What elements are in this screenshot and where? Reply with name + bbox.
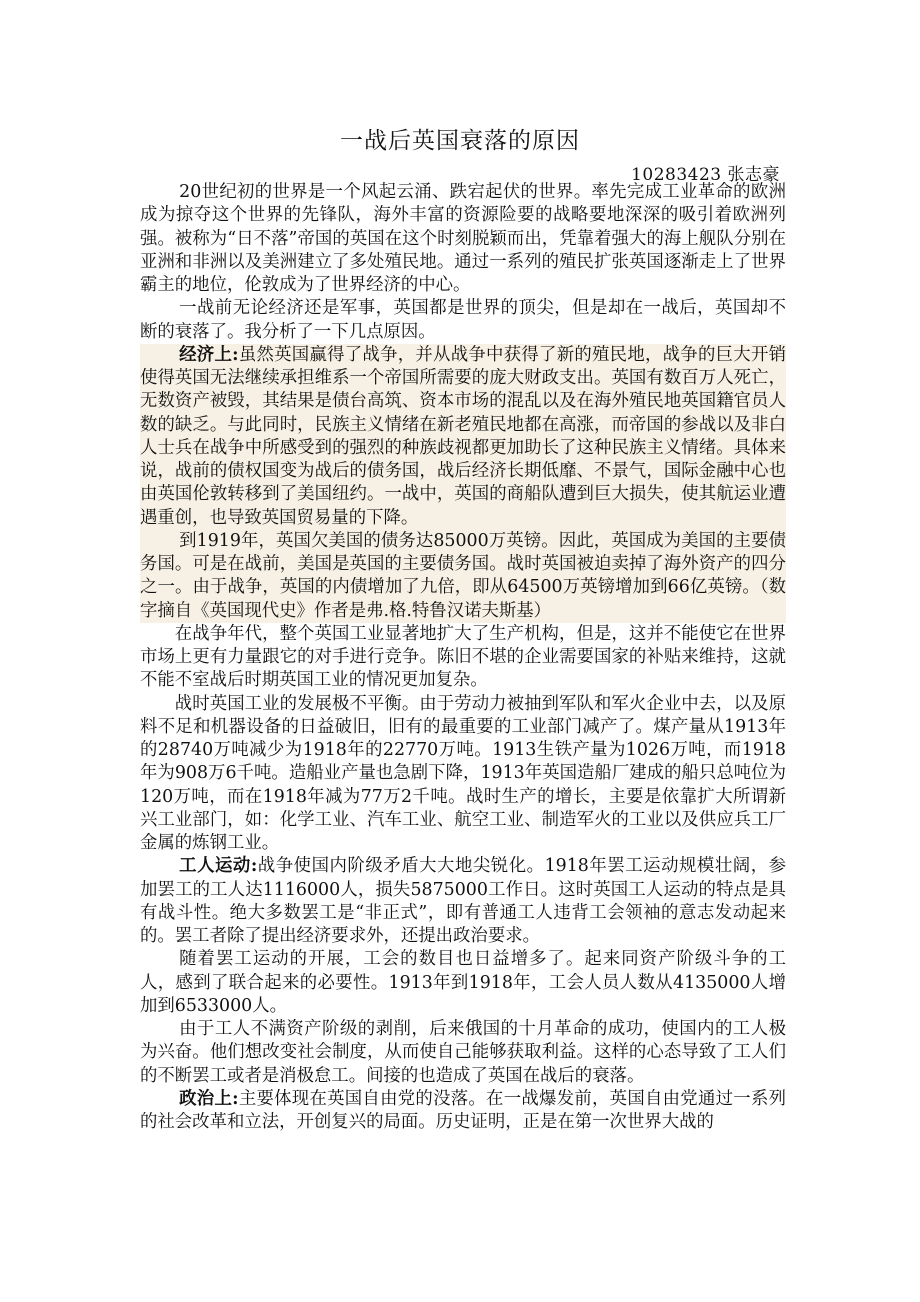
paragraph-industry-imbalance <box>140 693 786 856</box>
paragraph-text: 到1919年，英国欠美国的债务达85000万英镑。因此，英国成为美国的主要债务国。可是在战前，美国是英国的主要债务国。战时英国被迫卖掉了海外资产的四分之一。由于战争，英国的内债增加了九倍，即从64500万英镑增加到66亿英镑。（数字摘自《英国现代史》作者是弗.格.特鲁汉诺夫斯基） <box>140 530 786 621</box>
paragraph-debt <box>140 530 786 623</box>
paragraph-text: 由于工人不满资产阶级的剥削，后来俄国的十月革命的成功，使国内的工人极为兴奋。他们想改变社会制度，从而使自己能够获取利益。这样的心态导致了工人们的不断罢工或者是消极怠工。间接的也造成了英国在战后的衰落。 <box>140 1019 786 1086</box>
paragraph-text: 在战争年代，整个英国工业显著地扩大了生产机构，但是，这并不能使它在世界市场上更有力量跟它的对手进行竞争。陈旧不堪的企业需要国家的补贴来维持，这就不能不室战后时期英国工业的情况更加复杂。 <box>140 623 786 691</box>
paragraph-text: 随着罢工运动的开展，工会的数目也日益增多了。起来同资产阶级斗争的工人，感到了联合起来的必要性。1913年到1918年，工会人员人数从4135000人增加到6533000人。 <box>140 949 786 1016</box>
paragraph-politics <box>140 1088 786 1135</box>
paragraph-text: 主要体现在英国自由党的没落。在一战爆发前，英国自由党通过一系列的社会改革和立法，开创复兴的局面。历史证明，正是在第一次世界大战的 <box>140 1088 786 1132</box>
section-label-economy: 经济上: <box>179 344 239 365</box>
paragraph-text: 战争使国内阶级矛盾大大地尖锐化。1918年罢工运动规模壮阔，参加罢工的工人达1116000人，损失5875000工作日。这时英国工人运动的特点是具有战斗性。绝大多数罢工是“非正式”，即有普通工人违背工会领袖的意志发动起来的。罢工者除了提出经济要求外，还提出政治要求。 <box>140 856 787 946</box>
paragraph-text: 20世纪初的世界是一个风起云涌、跌宕起伏的世界。率先完成工业革命的欧洲成为掠夺这个世界的先锋队，海外丰富的资源险要的战略要地深深的吸引着欧洲列强。被称为“日不落”帝国的英国在这个时刻脱颖而出，凭靠着强大的海上舰队分别在亚洲和非洲以及美洲建立了多处殖民地。通过一系列的殖民扩张英国逐渐走上了世界霸主的地位，伦敦成为了世界经济的中心。 <box>140 182 786 295</box>
paragraph-text: 战时英国工业的发展极不平衡。由于劳动力被抽到军队和军火企业中去，以及原料不足和机器设备的日益破旧，旧有的最重要的工业部门减产了。煤产量从1913年的28740万吨减少为1918年的22770万吨。1913生铁产量为1026万吨，而1918年为908万6千吨。造船业产量也急剧下降，1913年英国造船厂建成的船只总吨位为120万吨，而在1918年减为77万2千吨。战时生产的增长，主要是依靠扩大所谓新兴工业部门，如：化学工业、汽车工业、航空工业、制造军火的工业以及供应兵工厂金属的炼钢工业。 <box>140 693 786 853</box>
document-title: 一战后英国衰落的原因 <box>340 128 580 154</box>
document-body <box>140 181 786 1134</box>
paragraph-workers-discontent <box>140 1018 786 1088</box>
paragraph-industry-expansion <box>140 623 786 693</box>
section-label-politics: 政治上: <box>179 1088 239 1109</box>
paragraph-text: 一战前无论经济还是军事，英国都是世界的顶尖，但是却在一战后，英国却不断的衰落了。我分析了一下几点原因。 <box>140 298 786 342</box>
section-label-labor: 工人运动: <box>179 856 258 877</box>
paragraph-labor-movement <box>140 855 786 948</box>
paragraph-unions <box>140 948 786 1018</box>
paragraph-intro <box>140 181 786 297</box>
author-line: 10283423 张志豪 <box>631 165 780 185</box>
paragraph-overview <box>140 297 786 344</box>
paragraph-economy <box>140 344 786 530</box>
paragraph-text: 虽然英国赢得了战争，并从战争中获得了新的殖民地，战争的巨大开销使得英国无法继续承担维系一个帝国所需要的庞大财政支出。英国有数百万人死亡，无数资产被毁，其结果是债台高筑、资本市场的混乱以及在海外殖民地英国籍官员人数的缺乏。与此同时，民族主义情绪在新老殖民地都在高涨，而帝国的参战以及非白人士兵在战争中所感受到的强烈的种族歧视都更加助长了这种民族主义情绪。具体来说，战前的债权国变为战后的债务国，战后经济长期低靡、不景气，国际金融中心也由英国伦敦转移到了美国纽约。一战中，英国的商船队遭到巨大损失，使其航运业遭遇重创，也导致英国贸易量的下降。 <box>140 344 786 528</box>
